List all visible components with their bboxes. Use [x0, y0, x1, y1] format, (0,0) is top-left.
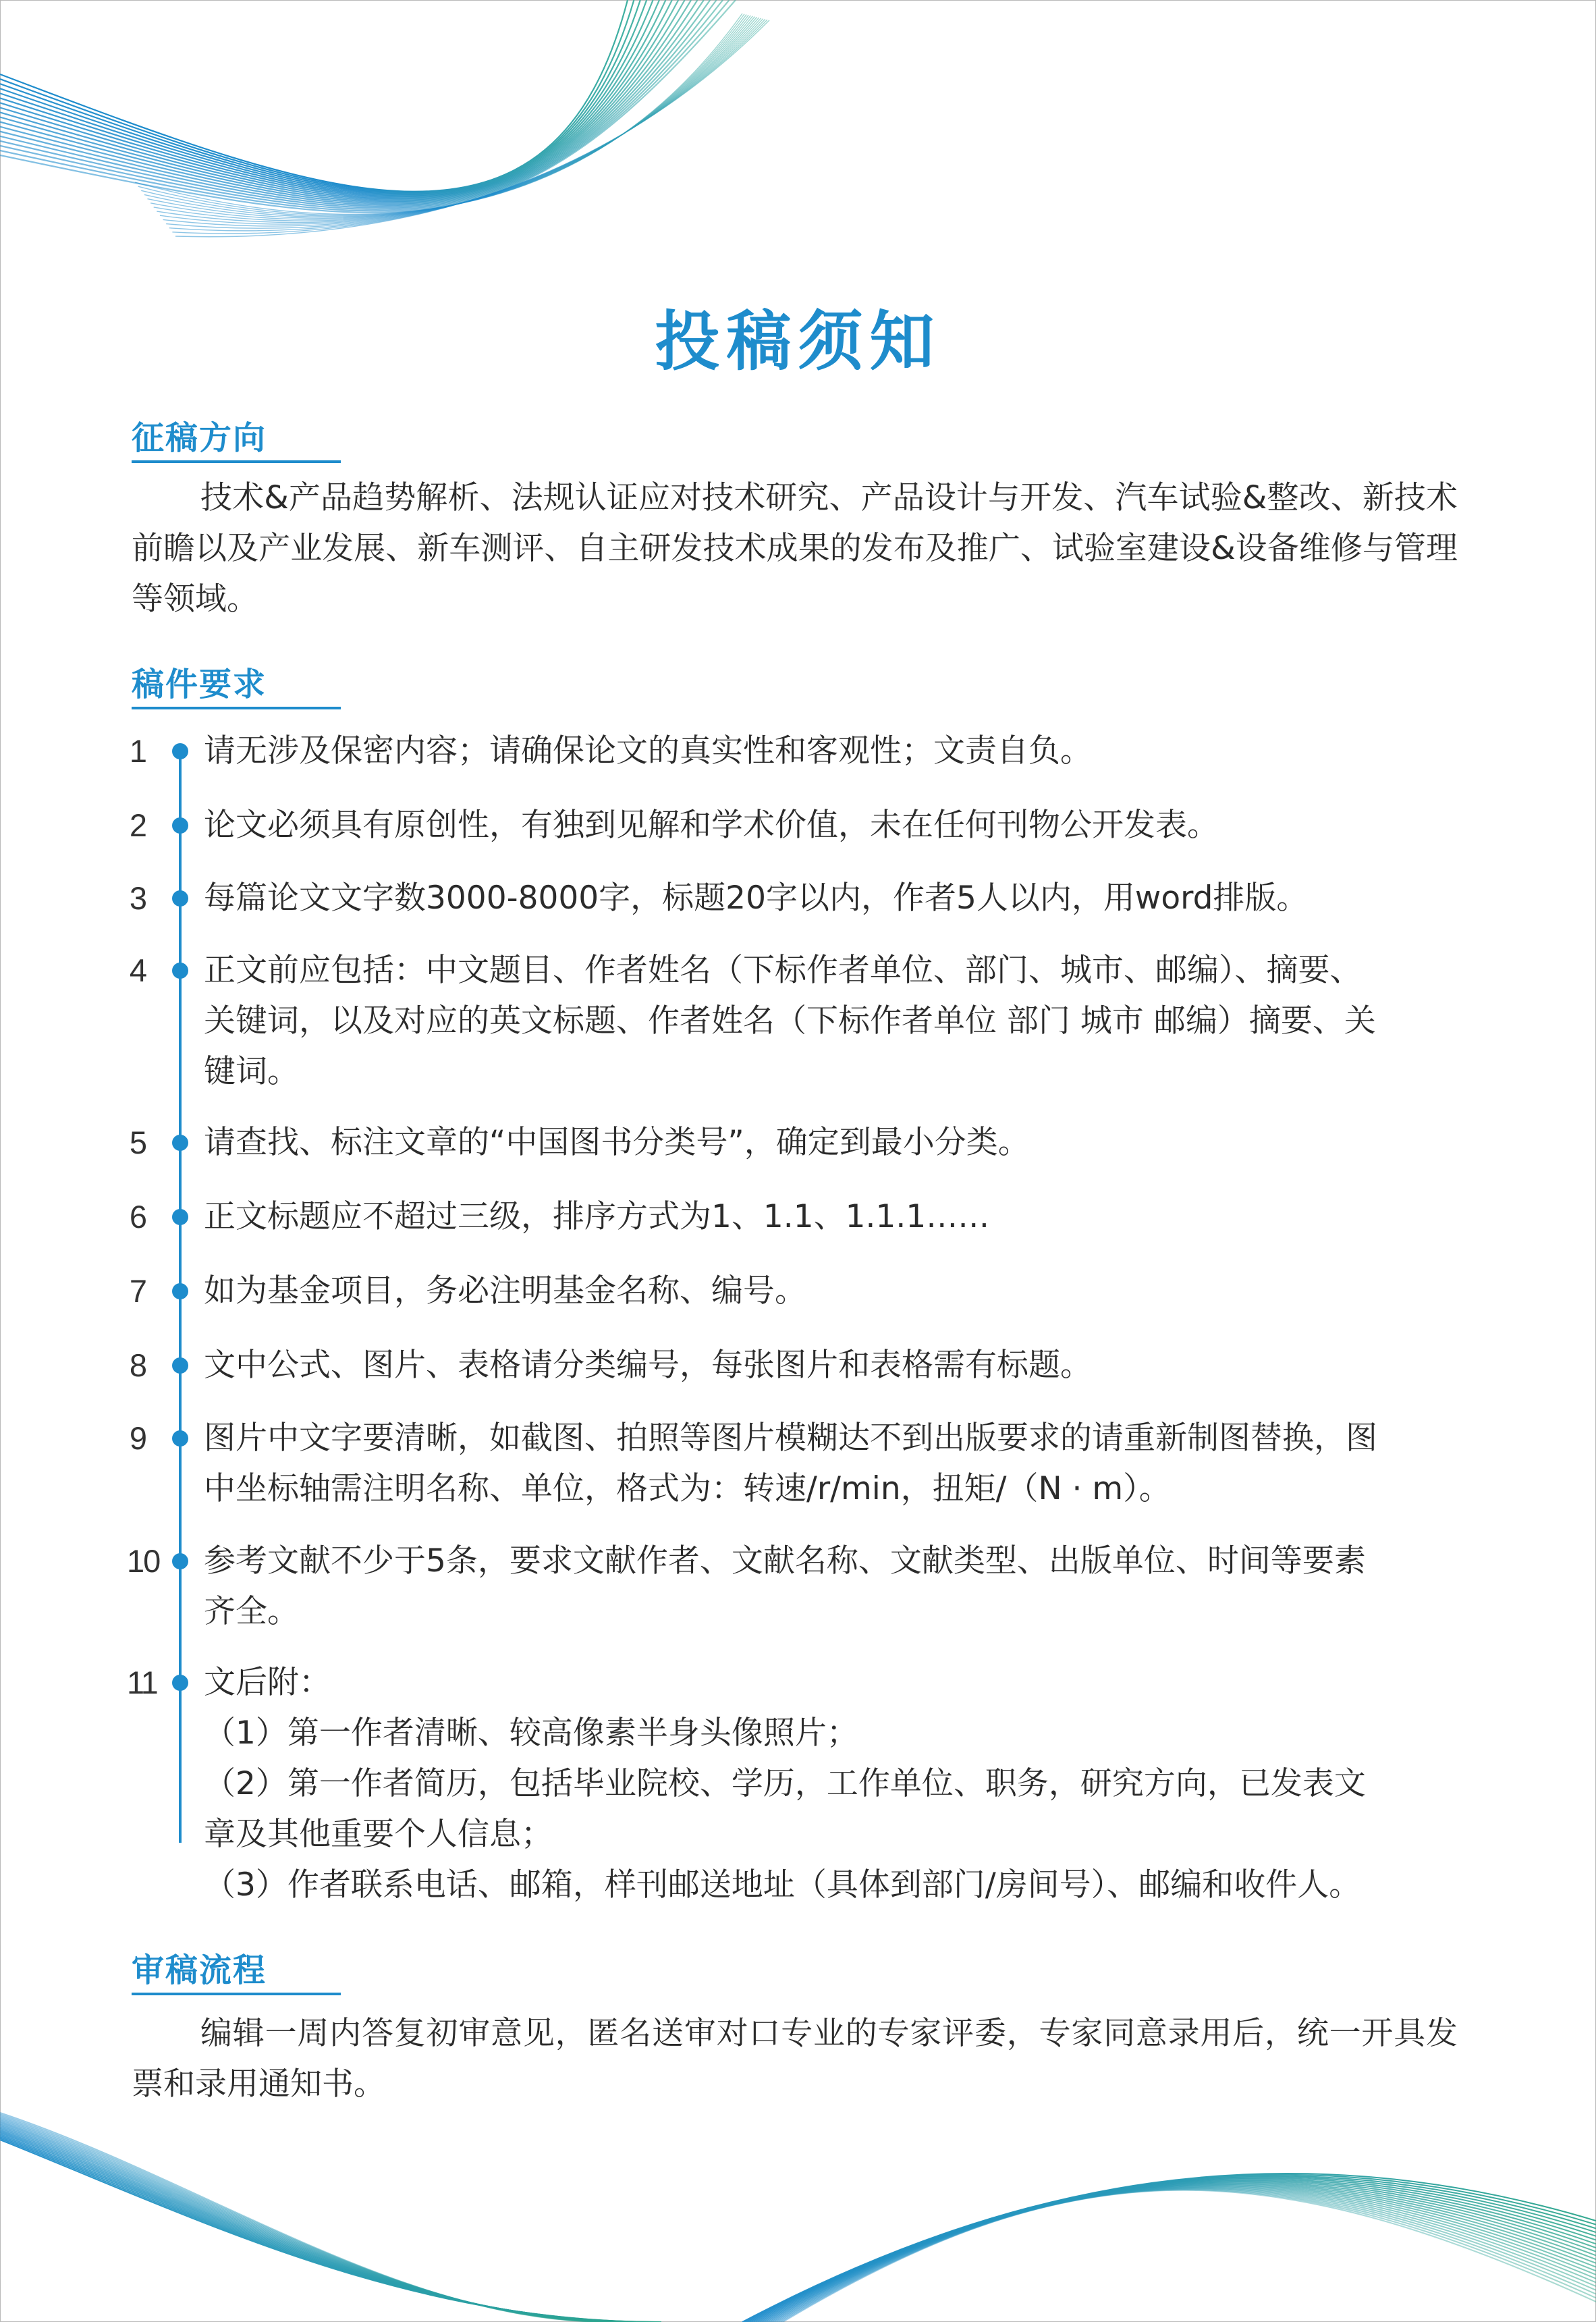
requirement-text [204, 1657, 1459, 1910]
requirement-number: 2 [129, 807, 148, 843]
requirement-number: 10 [127, 1543, 160, 1579]
requirement-text-line: （2）第一作者简历，包括毕业院校、学历，工作单位、职务，研究方向，已发表文 [204, 1765, 1366, 1802]
section-heading-direction: 征稿方向 [132, 418, 341, 463]
requirement-text [204, 1340, 1459, 1390]
requirement-text [204, 1536, 1459, 1637]
timeline-dot [172, 1283, 188, 1299]
requirement-text-line: 键词。 [204, 1053, 299, 1090]
requirement-number: 9 [129, 1420, 148, 1456]
section-heading-review: 审稿流程 [132, 1951, 341, 1995]
requirement-text-line: 文中公式、图片、表格请分类编号，每张图片和表格需有标题。 [204, 1347, 1092, 1384]
requirement-text-line: 关键词，以及对应的英文标题、作者姓名（下标作者单位 部门 城市 邮编）摘要、关 [204, 1002, 1376, 1040]
requirement-text-line: 参考文献不少于5条，要求文献作者、文献名称、文献类型、出版单位、时间等要素 [204, 1542, 1366, 1580]
requirement-text-line: 章及其他重要个人信息； [204, 1816, 553, 1853]
requirement-text [204, 873, 1459, 923]
requirement-text-line: 文后附： [204, 1664, 331, 1701]
requirement-text [204, 945, 1459, 1097]
section-heading-requirements: 稿件要求 [132, 665, 341, 709]
requirement-number: 8 [129, 1347, 148, 1383]
requirement-text-line: 正文标题应不超过三级，排序方式为1、1.1、1.1.1…… [204, 1198, 990, 1235]
requirement-text-line: （1）第一作者清晰、较高像素半身头像照片； [204, 1714, 858, 1752]
review-paragraph: 编辑一周内答复初审意见，匿名送审对口专业的专家评委，专家同意录用后，统一开具发票和录用通知书。 [132, 2015, 1458, 2103]
requirement-number: 1 [129, 733, 148, 769]
requirement-text [204, 800, 1459, 850]
requirement-text-line: 如为基金项目，务必注明基金名称、编号。 [204, 1272, 806, 1310]
requirement-number: 5 [129, 1125, 148, 1160]
requirement-number: 11 [127, 1665, 157, 1700]
requirement-text-line: 每篇论文文字数3000-8000字，标题20字以内，作者5人以内，用word排版。 [204, 880, 1309, 917]
timeline-dot [172, 890, 188, 907]
timeline-dot [172, 1430, 188, 1447]
requirement-text [204, 1117, 1459, 1168]
timeline-dot [172, 1553, 188, 1569]
timeline-dot [172, 1357, 188, 1374]
requirement-text-line: 请查找、标注文章的“中国图书分类号”，确定到最小分类。 [204, 1124, 1030, 1161]
requirement-text-line: 图片中文字要清晰，如截图、拍照等图片模糊达不到出版要求的请重新制图替换，图 [204, 1420, 1377, 1457]
requirement-text-line: 请无涉及保密内容；请确保论文的真实性和客观性；文责自负。 [204, 732, 1092, 770]
timeline-dot [172, 1675, 188, 1691]
requirement-number: 4 [129, 952, 148, 988]
requirement-number: 3 [129, 880, 148, 916]
requirement-number: 7 [129, 1273, 148, 1309]
requirement-text-line: 齐全。 [204, 1593, 299, 1630]
page-title: 投稿须知 [655, 304, 941, 379]
requirement-text [204, 1266, 1459, 1316]
requirement-text-line: 中坐标轴需注明名称、单位，格式为：转速/r/min，扭矩/（N · m）。 [204, 1470, 1171, 1507]
timeline-dot [172, 963, 188, 979]
requirement-text-line: （3）作者联系电话、邮箱，样刊邮送地址（具体到部门/房间号）、邮编和收件人。 [204, 1866, 1361, 1904]
requirement-text [204, 1191, 1459, 1242]
timeline-dot [172, 1209, 188, 1225]
timeline-dot [172, 1135, 188, 1151]
requirement-text [204, 1413, 1459, 1514]
timeline-dot [172, 743, 188, 759]
requirement-number: 6 [129, 1199, 148, 1235]
requirement-text-line: 论文必须具有原创性，有独到见解和学术价值，未在任何刊物公开发表。 [204, 807, 1219, 844]
timeline-dot [172, 817, 188, 834]
direction-paragraph: 技术&产品趋势解析、法规认证应对技术研究、产品设计与开发、汽车试验&整改、新技术前瞻以及产业发展、新车测评、自主研发技术成果的发布及推广、试验室建设&设备维修与管理等领域。 [132, 479, 1458, 618]
requirement-text-line: 正文前应包括：中文题目、作者姓名（下标作者单位、部门、城市、邮编）、摘要、 [204, 952, 1362, 989]
requirement-text [204, 726, 1459, 776]
